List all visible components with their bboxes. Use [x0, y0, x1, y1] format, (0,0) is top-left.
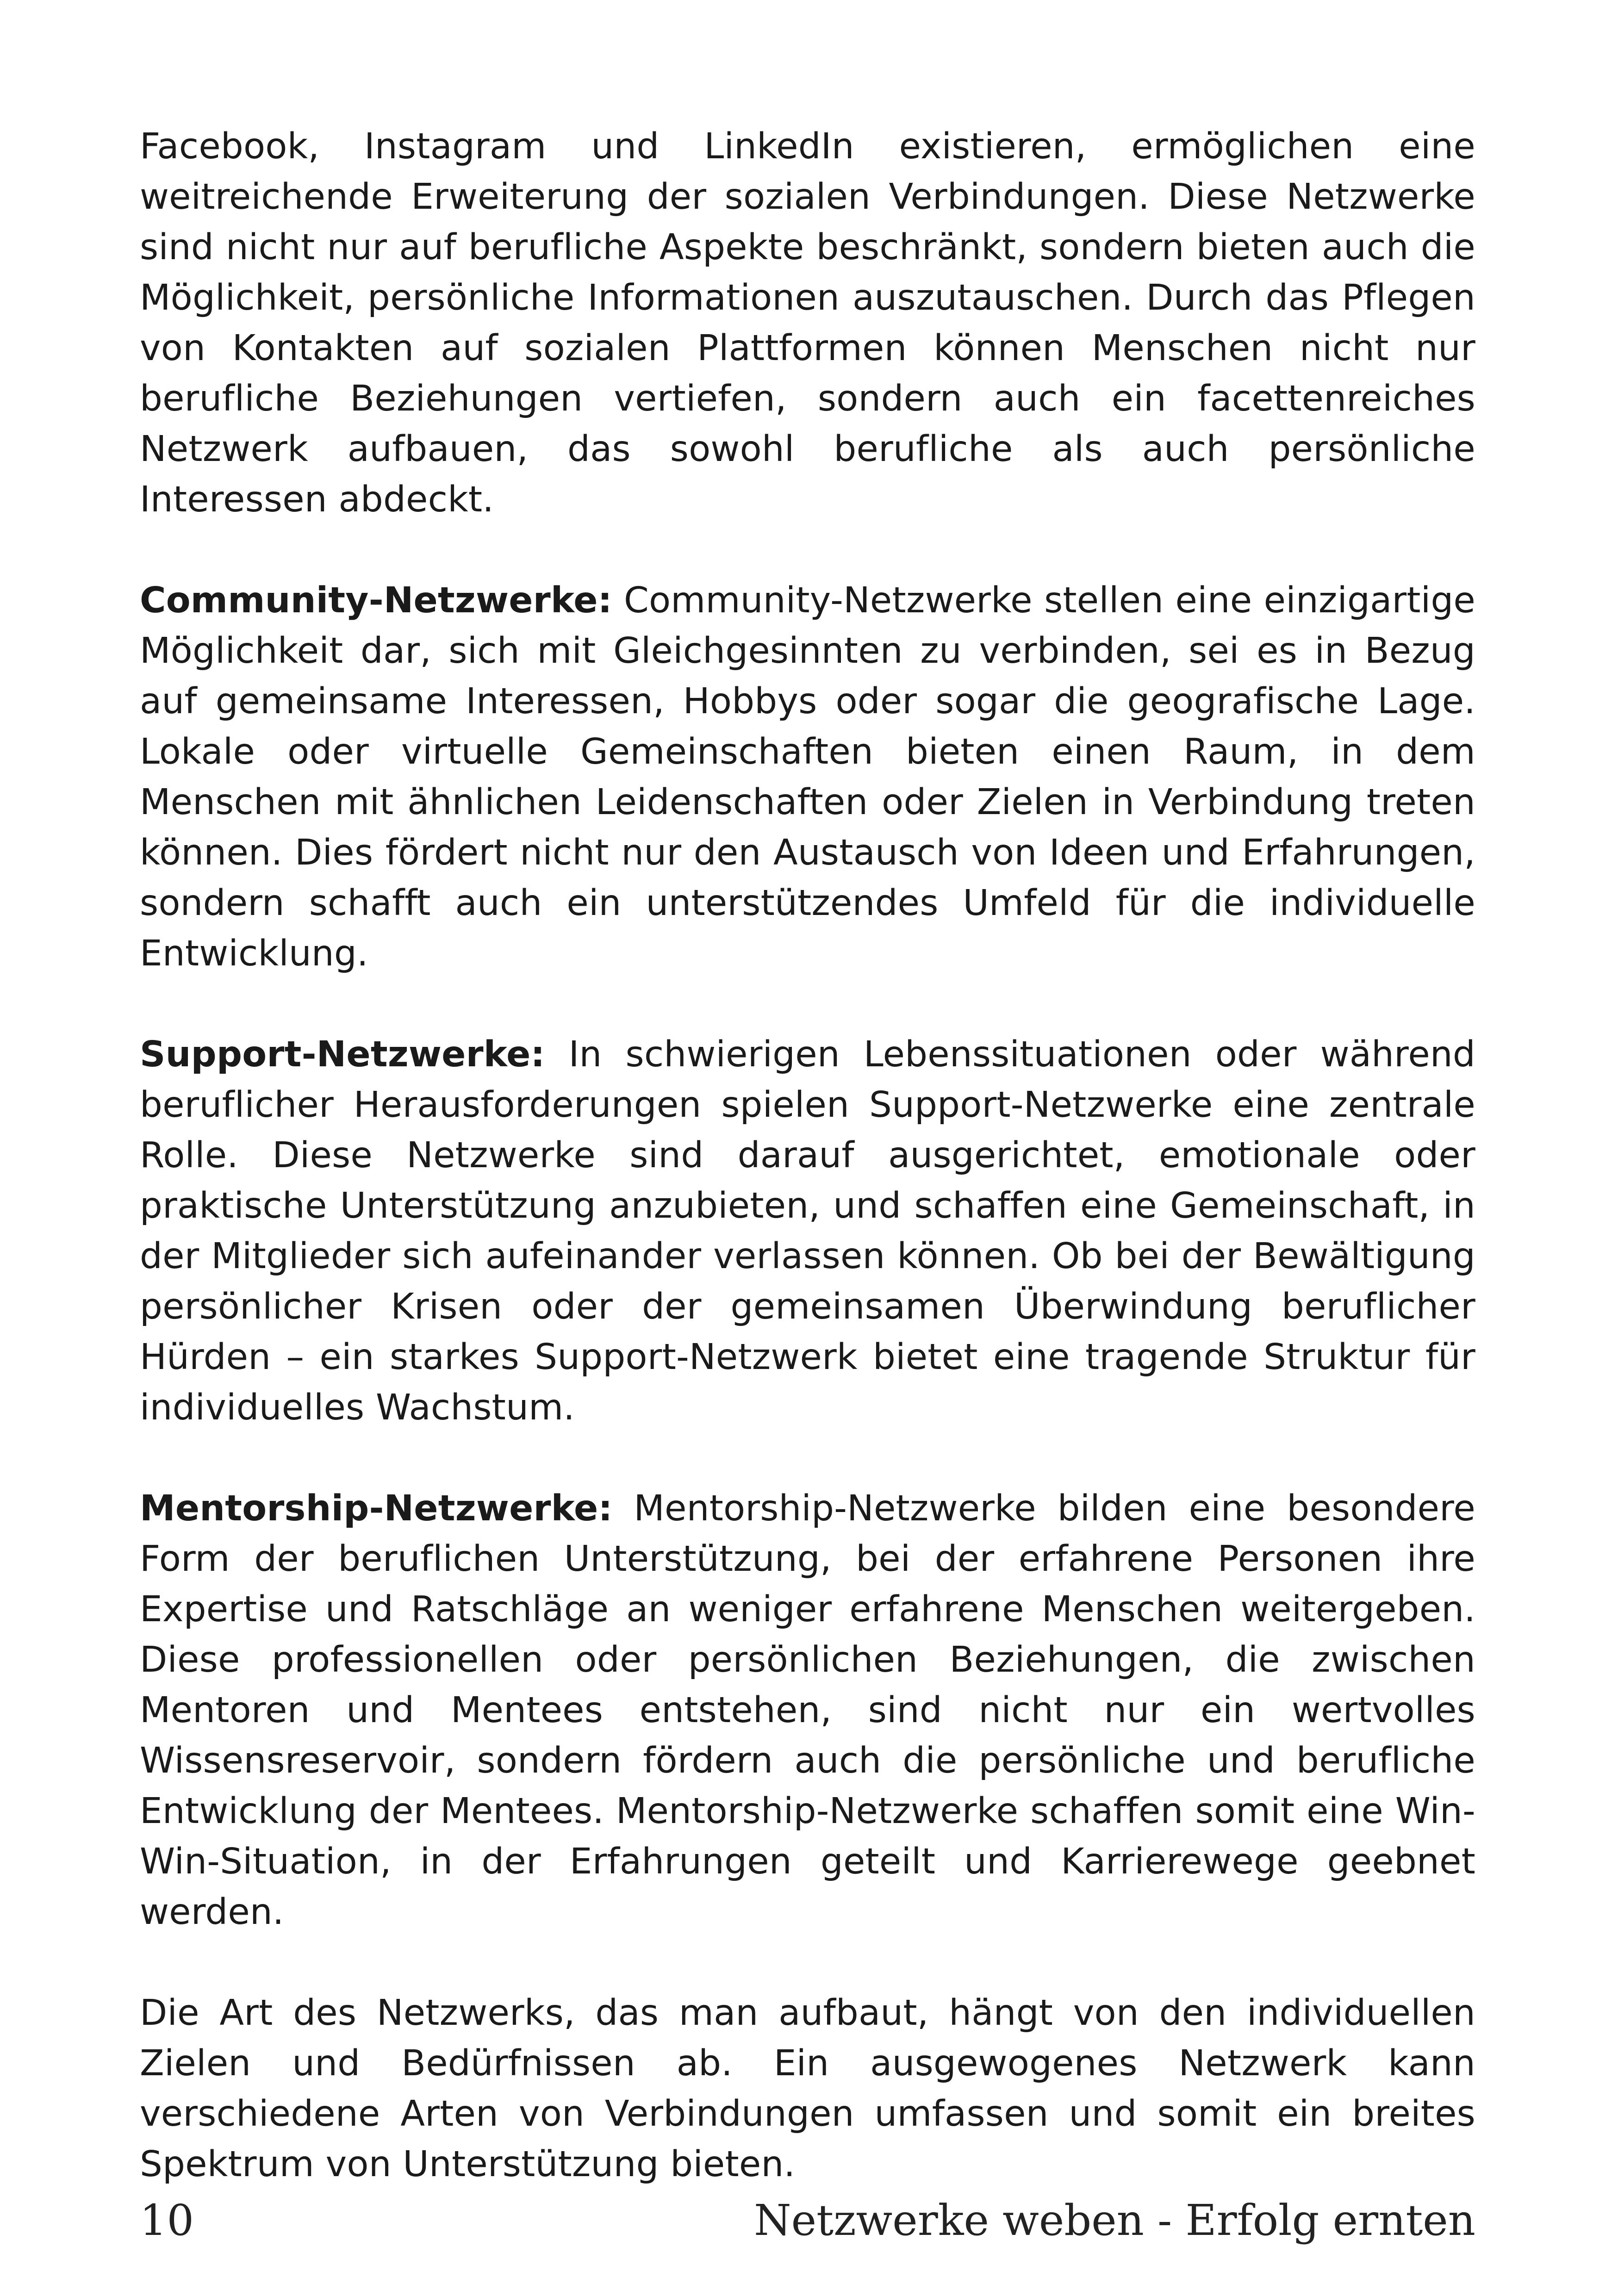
page-footer	[140, 2193, 1475, 2248]
paragraph-text: In schwierigen Lebenssituationen oder während beruflicher Herausforderungen spielen Support-Netzwerke eine zentrale Rolle. Diese Netzwerke sind darauf ausgerichtet, emotionale oder praktische Unterstützung anzubieten, und schaffen eine Gemeinschaft, in der Mitglieder sich aufeinander verlassen können. Ob bei der Bewältigung persönlicher Krisen oder der gemeinsamen Überwindung beruflicher Hürden – ein starkes Support-Netzwerk bietet eine tragende Struktur für individuelles Wachstum.	[140, 1034, 1475, 1428]
running-title: Netzwerke weben - Erfolg ernten	[754, 2196, 1475, 2245]
paragraph-text: Mentorship-Netzwerke bilden eine besondere Form der beruflichen Unterstützung, bei der erfahrene Personen ihre Expertise und Ratschläge an weniger erfahrene Menschen weitergeben. Diese professionellen oder persönlichen Beziehungen, die zwischen Mentoren und Mentees entstehen, sind nicht nur ein wertvolles Wissensreservoir, sondern fördern auch die persönliche und berufliche Entwicklung der Mentees. Mentorship-Netzwerke schaffen somit eine Win-Win-Situation, in der Erfahrungen geteilt und Karrierewege geebnet werden.	[140, 1488, 1475, 1933]
paragraph-community-networks	[140, 575, 1475, 979]
paragraph-social-media-intro	[140, 121, 1475, 525]
paragraph-text: Facebook, Instagram und LinkedIn existieren, ermöglichen eine weitreichende Erweiterung der sozialen Verbindungen. Diese Netzwerke sind nicht nur auf berufliche Aspekte beschränkt, sondern bieten auch die Möglichkeit, persönliche Informationen auszutauschen. Durch das Pflegen von Kontakten auf sozialen Plattformen können Menschen nicht nur berufliche Beziehungen vertiefen, sondern auch ein facettenreiches Netzwerk aufbauen, das sowohl berufliche als auch persönliche Interessen abdeckt.	[140, 126, 1475, 520]
page-number: 10	[140, 2196, 194, 2245]
paragraph-lead-community: Community-Netzwerke:	[140, 580, 612, 621]
paragraph-lead-support: Support-Netzwerke:	[140, 1034, 545, 1075]
paragraph-lead-mentorship: Mentorship-Netzwerke:	[140, 1488, 613, 1529]
paragraph-mentorship-networks	[140, 1483, 1475, 1937]
paragraph-support-networks	[140, 1029, 1475, 1433]
body-text	[140, 121, 1475, 2190]
paragraph-conclusion	[140, 1988, 1475, 2190]
paragraph-text: Die Art des Netzwerks, das man aufbaut, hängt von den individuellen Zielen und Bedürfnissen ab. Ein ausgewogenes Netzwerk kann verschiedene Arten von Verbindungen umfassen und somit ein breites Spektrum von Unterstützung bieten.	[140, 1992, 1475, 2185]
paragraph-text: Community-Netzwerke stellen eine einzigartige Möglichkeit dar, sich mit Gleichgesinnten zu verbinden, sei es in Bezug auf gemeinsame Interessen, Hobbys oder sogar die geografische Lage. Lokale oder virtuelle Gemeinschaften bieten einen Raum, in dem Menschen mit ähnlichen Leidenschaften oder Zielen in Verbindung treten können. Dies fördert nicht nur den Austausch von Ideen und Erfahrungen, sondern schafft auch ein unterstützendes Umfeld für die individuelle Entwicklung.	[140, 580, 1475, 974]
